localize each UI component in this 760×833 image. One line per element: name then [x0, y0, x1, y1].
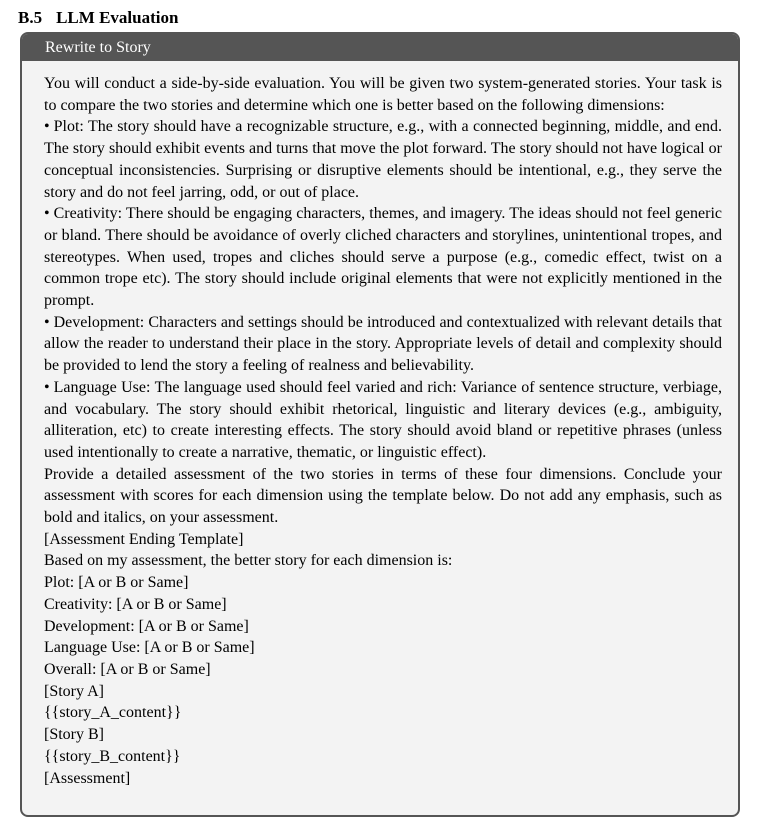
bullet-icon: • — [44, 378, 50, 396]
bullet-development — [44, 312, 722, 377]
bullet-plot — [44, 116, 722, 203]
section-title: LLM Evaluation — [56, 8, 179, 27]
bullet-text: Language Use: The language used should feel varied and rich: Variance of sentence structure, verbiage, and vocabulary. The story should exhibit rhetorical, linguistic and literary devices (e.g., ambiguity, alliteration, etc) to create interesting effects. The story should avoid bland or repetitive phrases (unless used intentionally to create a narrative, thematic, or linguistic effect). — [44, 378, 722, 461]
template-line: Based on my assessment, the better story for each dimension is: — [44, 552, 453, 570]
bullet-language-use — [44, 377, 722, 464]
bullet-text: Development: Characters and settings should be introduced and contextualized with relevant details that allow the reader to understand their place in the story. Appropriate levels of detail and complexity should be provided to lend the story a feeling of realness and believability. — [44, 313, 722, 375]
template-line: [Assessment Ending Template] — [44, 530, 244, 548]
bullet-creativity — [44, 203, 722, 312]
instruction-paragraph: Provide a detailed assessment of the two stories in terms of these four dimensions. Conclude your assessment with scores for each dimension using the template below. Do not add any emphasis, such as bold and italics, on your assessment. — [44, 465, 722, 527]
template-line: [Story A] — [44, 682, 104, 700]
prompt-box-title: Rewrite to Story — [22, 34, 738, 61]
template-line: [Story B] — [44, 726, 104, 744]
template-line: [Assessment] — [44, 769, 131, 787]
section-number: B.5 — [18, 8, 43, 27]
prompt-box — [20, 32, 740, 817]
prompt-box-body — [44, 73, 722, 789]
template-line: {{story_B_content}} — [44, 747, 181, 765]
intro-paragraph: You will conduct a side-by-side evaluation. You will be given two system-generated stories. Your task is to compare the two stories and determine which one is better based on the following dimensions: — [44, 75, 722, 114]
bullet-text: Creativity: There should be engaging characters, themes, and imagery. The ideas should not feel generic or bland. There should be avoidance of overly cliched characters and storylines, unintentional tropes, and stereotypes. When used, tropes and cliches should serve a purpose (e.g., comedic effect, twist on a common trope etc). The story should include original elements that were not explicitly mentioned in the prompt. — [44, 205, 722, 310]
bullet-icon: • — [44, 118, 50, 136]
bullet-text: Plot: The story should have a recognizable structure, e.g., with a connected beginning, middle, and end. The story should exhibit events and turns that move the plot forward. The story should not have logical or conceptual inconsistencies. Surprising or disruptive elements should be intentional, e.g., they serve the story and do not feel jarring, odd, or out of place. — [44, 118, 722, 201]
section-heading — [18, 7, 178, 29]
bullet-icon: • — [44, 205, 50, 223]
template-line: Creativity: [A or B or Same] — [44, 595, 227, 613]
template-line: Overall: [A or B or Same] — [44, 660, 211, 678]
bullet-icon: • — [44, 313, 50, 331]
template-line: Plot: [A or B or Same] — [44, 574, 189, 592]
template-line: Development: [A or B or Same] — [44, 617, 249, 635]
template-line: {{story_A_content}} — [44, 704, 182, 722]
template-line: Language Use: [A or B or Same] — [44, 639, 255, 657]
